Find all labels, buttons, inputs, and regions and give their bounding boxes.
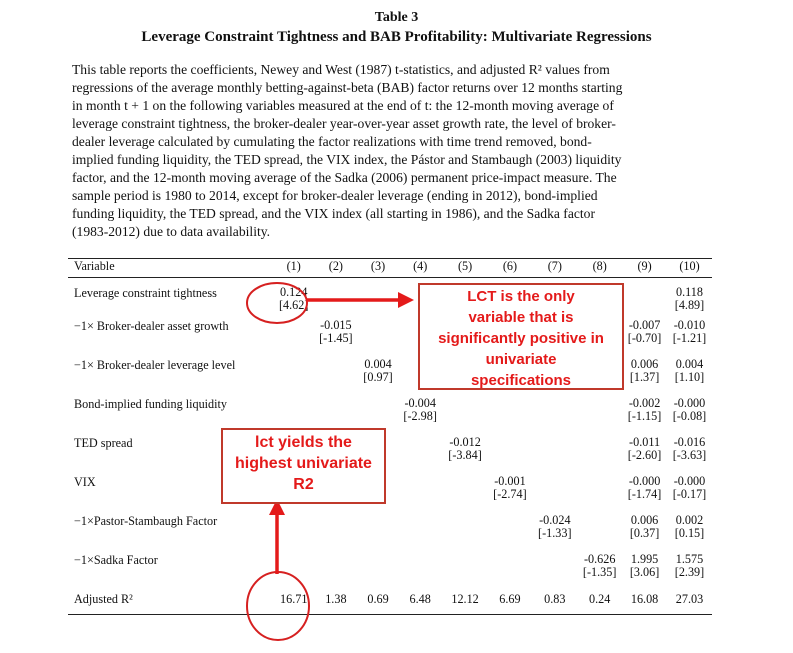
adjusted-r2-value: 0.24 <box>577 592 622 615</box>
coefficient: -0.626 <box>583 552 616 566</box>
caption-line: dealer leverage calculated by cumulating the factor realizations with time trend removed, bond- <box>72 134 592 149</box>
caption-line: leverage constraint tightness, the broker-dealer year-over-year asset growth rate, the level of broker- <box>72 116 616 131</box>
adjusted-r2-value: 16.08 <box>622 592 667 615</box>
t-statistic: [-0.08] <box>672 409 707 423</box>
t-statistic: [-0.17] <box>672 487 707 501</box>
t-statistic: [4.89] <box>674 298 705 312</box>
table-number: Table 3 <box>374 10 419 25</box>
t-statistic: [0.97] <box>363 370 393 384</box>
coefficient: 0.124 <box>280 285 308 299</box>
callout-line: lct yields the <box>255 434 352 451</box>
t-statistic: [0.37] <box>629 526 660 540</box>
adjusted-r2-value: 6.69 <box>488 592 533 615</box>
table-title: Leverage Constraint Tightness and BAB Profitability: Multivariate Regressions <box>141 29 652 45</box>
lct-callout <box>418 283 624 390</box>
variable-label: Leverage constraint tightness <box>74 286 217 300</box>
t-statistic: [-1.74] <box>627 487 662 501</box>
coefficient: 0.006 <box>630 513 659 527</box>
callout-line: univariate <box>485 351 557 368</box>
variable-label: −1×Pastor-Stambaugh Factor <box>74 514 218 528</box>
caption-line: implied funding liquidity, the TED spread, the VIX index, the Pástor and Stambaugh (2003) liquidity <box>72 152 622 167</box>
t-statistic: [-2.98] <box>403 409 437 423</box>
coefficient: -0.007 <box>628 318 661 332</box>
t-statistic: [-2.74] <box>493 487 527 501</box>
caption-line: factor, and the 12-month moving average of the Sadka (2006) permanent price-impact measure. The <box>72 170 617 185</box>
lct-highlight-ellipse <box>247 283 307 323</box>
t-statistic: [-2.60] <box>627 448 662 462</box>
column-header: (4) <box>398 259 443 278</box>
adjusted-r2-value: 12.12 <box>443 592 488 615</box>
t-statistic: [-1.15] <box>627 409 662 423</box>
callout-line: variable that is <box>468 309 574 326</box>
caption-line: (1983-2012) due to data availability. <box>72 224 271 239</box>
adjusted-r2-value: 27.03 <box>667 592 712 615</box>
adjusted-r2-label: Adjusted R² <box>68 592 274 615</box>
adjusted-r2-value: 6.48 <box>398 592 443 615</box>
t-statistic: [-1.33] <box>538 526 572 540</box>
t-statistic: [-3.84] <box>448 448 482 462</box>
t-statistic: [-0.70] <box>627 331 662 345</box>
variable-label: VIX <box>74 475 96 489</box>
coefficient: -0.000 <box>673 474 706 488</box>
t-statistic: [-1.21] <box>672 331 707 345</box>
coefficient: -0.004 <box>404 396 436 410</box>
coefficient: 0.002 <box>675 513 704 527</box>
variable-label: TED spread <box>74 436 133 450</box>
coefficient: -0.001 <box>494 474 526 488</box>
caption-line: This table reports the coefficients, Newey and West (1987) t-statistics, and adjusted R² values from <box>72 62 610 77</box>
coefficient: 0.118 <box>676 285 703 299</box>
coefficient: 0.006 <box>630 357 659 371</box>
t-statistic: [-1.35] <box>582 565 617 579</box>
coefficient: 0.004 <box>675 357 704 371</box>
adjusted-r2-value: 16.71 <box>274 592 313 615</box>
column-header: (8) <box>577 259 622 278</box>
coefficient: 0.004 <box>364 357 392 371</box>
column-header: (1) <box>274 259 313 278</box>
t-statistic: [-1.45] <box>319 331 353 345</box>
coefficient: 1.995 <box>630 552 659 566</box>
r2-callout <box>221 428 386 504</box>
coefficient: -0.000 <box>673 396 706 410</box>
t-statistic: [2.39] <box>674 565 705 579</box>
coefficient: -0.012 <box>449 435 481 449</box>
lct-arrow-head <box>398 292 414 308</box>
callout-line: R2 <box>293 476 314 493</box>
variable-label: −1× Broker-dealer leverage level <box>74 358 236 372</box>
column-header: (7) <box>532 259 577 278</box>
t-statistic: [4.62] <box>278 298 309 312</box>
adjusted-r2-value: 0.69 <box>358 592 397 615</box>
caption-line: regressions of the average monthly betting-against-beta (BAB) factor returns over 12 months starting <box>72 80 623 95</box>
variable-label: Bond-implied funding liquidity <box>74 397 228 411</box>
t-statistic: [1.10] <box>674 370 705 384</box>
variable-label: −1×Sadka Factor <box>74 553 158 567</box>
callout-line: highest univariate <box>235 455 372 472</box>
coefficient: 1.575 <box>675 552 704 566</box>
adjusted-r2-value: 0.83 <box>532 592 577 615</box>
coefficient: -0.015 <box>320 318 352 332</box>
column-header: (2) <box>313 259 358 278</box>
caption-line: funding liquidity, the TED spread, and the VIX index (all starting in 1986), and the Sadka factor <box>72 206 595 221</box>
coefficient: -0.000 <box>628 474 661 488</box>
t-statistic: [3.06] <box>629 565 660 579</box>
coefficient: -0.002 <box>628 396 661 410</box>
coefficient: -0.024 <box>539 513 571 527</box>
column-header: (3) <box>358 259 397 278</box>
coefficient: -0.016 <box>673 435 706 449</box>
t-statistic: [-3.63] <box>672 448 707 462</box>
caption-line: in month t + 1 on the following variables measured at the end of t: the 12-month moving average of <box>72 98 614 113</box>
t-statistic: [0.15] <box>674 526 705 540</box>
adjusted-r2-value: 1.38 <box>313 592 358 615</box>
callout-line: specifications <box>470 372 572 389</box>
callout-line: LCT is the only <box>467 288 575 305</box>
variable-label: −1× Broker-dealer asset growth <box>74 319 229 333</box>
coefficient: -0.010 <box>673 318 706 332</box>
column-header: (10) <box>667 259 712 278</box>
caption-line: sample period is 1980 to 2014, except for broker-dealer leverage (ending in 2012), bond-implied <box>72 188 598 203</box>
variable-header: Variable <box>68 259 274 278</box>
callout-line: significantly positive in <box>438 330 604 347</box>
column-header: (9) <box>622 259 667 278</box>
t-statistic: [1.37] <box>629 370 660 384</box>
column-header: (5) <box>443 259 488 278</box>
column-header: (6) <box>488 259 533 278</box>
coefficient: -0.011 <box>629 435 661 449</box>
r2-highlight-ellipse <box>247 572 309 640</box>
